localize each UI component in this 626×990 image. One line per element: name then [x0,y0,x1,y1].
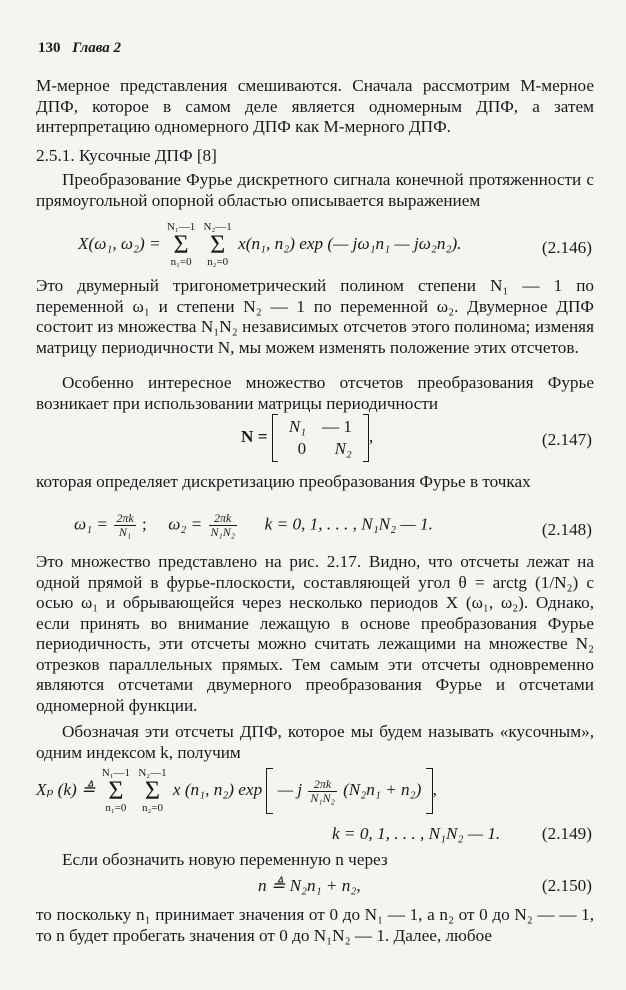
eq147-number: (2.147) [541,430,592,449]
paragraph-2 [36,276,594,358]
running-header [38,40,121,57]
equation-2-150 [36,876,594,900]
matrix-cell-22: N₂ [334,439,352,458]
paragraph-1-text: Преобразование Фурье дискретного сигнала конечной протяженности с прямоугольной опорной областью описывается выражением [36,170,594,210]
eq149-sum2-bottom: n₂=0 [141,802,163,814]
chapter-title: Глава 2 [72,40,122,56]
eq146-rhs: x(n₁, n₂) exp (— jω₁n₁ — jω₂n₂). [238,233,462,253]
eq149-f-numerator: 2πk [308,778,336,792]
eq148-f2-numerator: 2πk [209,512,237,526]
sigma-icon: Σ [210,230,226,259]
sigma-icon: Σ [144,776,161,805]
paragraph-6-text: Обозначая эти отсчеты ДПФ, которое мы будем называть «кусочным», одним индексом k, получим [36,722,594,762]
period-matrix [272,414,369,462]
sigma-icon: Σ [108,776,124,805]
paragraph-3 [36,373,594,414]
eq148-separator: ; [141,514,147,534]
eq148-w1: ω₁ = [74,514,109,534]
eq149-k-range: k = 0, 1, . . . , N₁N₂ — 1. [332,824,501,843]
eq147-tail: , [368,426,374,446]
eq149-body: x (n₁, n₂) exp [172,779,263,799]
eq149-inner-a: — j [277,779,303,799]
matrix-cell-11: N₁ [288,417,307,436]
eq149-fraction [308,778,336,805]
eq146-sum-2 [204,222,232,268]
intro-text: М-мерное представления смешиваются. Сначала рассмотрим М-мерное ДПФ, которое в самом деле является одномерным ДПФ, а затем интерпретацию одномерного ДПФ как М-мерного ДПФ. [36,76,594,136]
eq150-number: (2.150) [541,876,592,895]
paragraph-1 [36,170,594,211]
eq148-w2: ω₂ = [168,514,203,534]
paragraph-5-text: Это множество представлено на рис. 2.17. Видно, что отсчеты лежат на одной прямой в фурье-плоскости, составляющей угол θ = arctg (1/N₂) с осью ω₁ и обрывающейся через несколько периодов X (ω₁, ω₂). Однако, если принять во внимание лежащую в основе преобразования Фурье периодичность, эти отсчеты можно считать лежащими на множестве N₂ отрезков параллельных прямых. Тем самым эти отсчеты одновременно являются отсчетами двумерного преобразования Фурье и отсчетами одномерной функции. [36,552,594,715]
eq146-number: (2.146) [541,238,592,257]
eq149-number: (2.149) [541,824,592,843]
equation-2-149 [36,768,594,846]
matrix-cell-21: 0 [297,439,307,458]
matrix-cell-12: — 1 [322,417,352,436]
eq149-sum1-top: N₁—1 [101,767,131,779]
paragraph-2-text: Это двумерный тригонометрический полином степени N₁ — 1 по переменной ω₁ и степени N₂ — 1 по переменной ω₂. Двумерное ДПФ состоит из множества N₁N₂ независимых отсчетов этого полинома; изменяя матрицу периодичности N, мы можем изменять положение этих отсчетов. [36,276,594,357]
equation-2-146 [36,222,594,272]
paragraph-8 [36,905,594,946]
paragraph-4 [36,472,594,493]
eq149-tail: , [432,779,437,799]
eq148-number: (2.148) [541,520,592,539]
eq148-f2-denominator: N₁N₂ [210,525,235,539]
eq149-inner-b: (N₂n₁ + n₂) [343,779,422,799]
eq149-lhs: Xₚ (k) ≜ [36,779,96,799]
eq148-f1-denominator: N₁ [118,525,132,539]
sigma-icon: Σ [173,230,189,259]
eq146-sum2-bottom: n₂=0 [207,256,229,268]
eq148-k-range: k = 0, 1, . . . , N₁N₂ — 1. [264,514,433,534]
paragraph-4-text: которая определяет дискретизацию преобразования Фурье в точках [36,472,531,491]
eq149-sum1-bottom: n₁=0 [105,802,127,814]
eq149-sum-1 [102,768,130,814]
left-bracket-icon [266,768,273,814]
paragraph-7-text: Если обозначить новую переменную n через [62,850,388,869]
eq149-sum-2 [138,768,166,814]
eq149-sum2-top: N₂—1 [138,767,167,779]
eq146-sum2-top: N₂—1 [203,221,232,233]
intro-paragraph [36,76,594,138]
eq148-fraction-1 [114,512,135,539]
eq146-sum1-top: N₁—1 [166,221,196,233]
eq146-sum1-bottom: n₁=0 [170,256,192,268]
eq149-f-denominator: N₁N₂ [310,790,335,805]
paragraph-3-text: Особенно интересное множество отсчетов преобразования Фурье возникает при использовании матрицы периодичности [36,373,594,413]
eq148-f1-numerator: 2πk [116,511,134,525]
eq148-fraction-2 [209,512,237,539]
eq147-lhs: N = [241,426,268,446]
eq150-body: n ≜ N₂n₁ + n₂, [258,876,361,895]
eq146-sum-1 [167,222,195,268]
eq146-lhs: X(ω₁, ω₂) = [78,233,161,253]
paragraph-7 [36,850,594,871]
paragraph-5 [36,552,594,716]
page-number: 130 [38,40,61,56]
paragraph-6 [36,722,594,763]
equation-2-147 [36,414,594,464]
section-heading: 2.5.1. Кусочные ДПФ [8] [36,146,217,165]
right-bracket-icon [426,768,433,814]
paragraph-8-text: то поскольку n₁ принимает значения от 0 до N₁ — 1, а n₂ от 0 до N₂ — — 1, то n будет пробегать значения от 0 до N₁N₂ — 1. Далее, любое [36,905,594,945]
